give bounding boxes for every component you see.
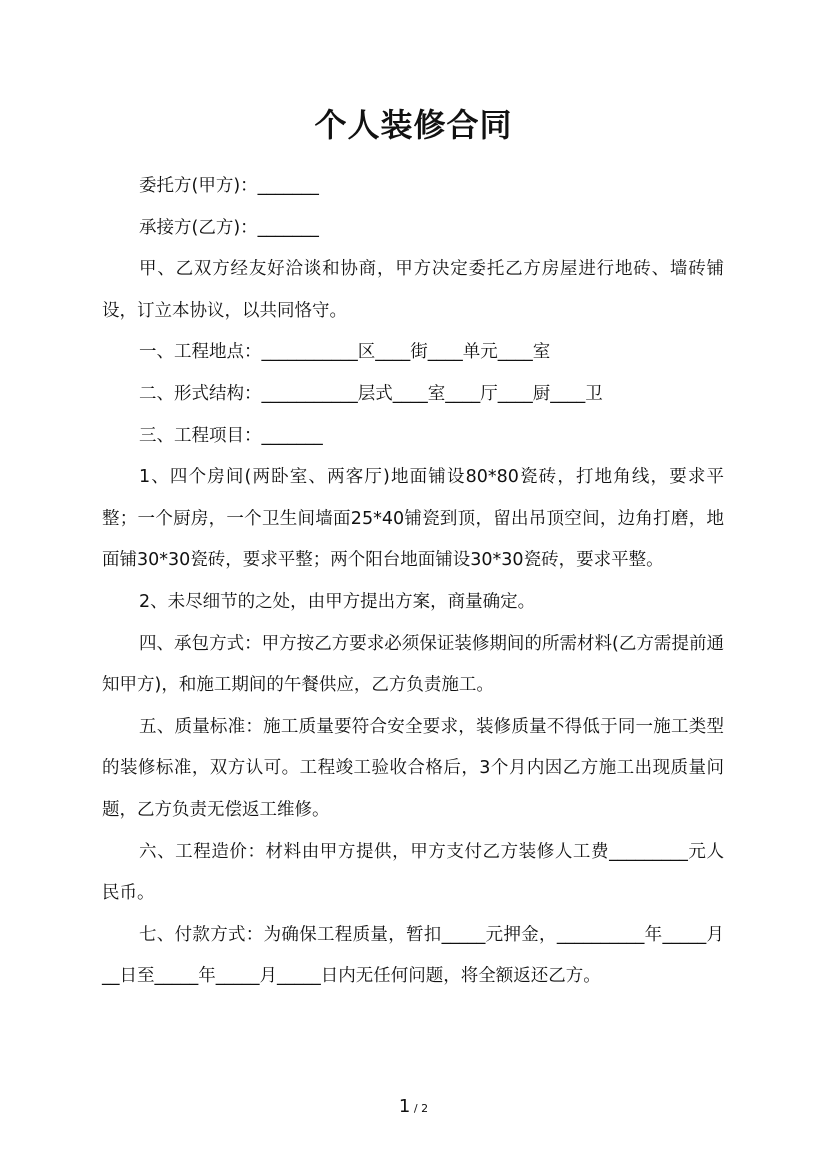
clause-payment: 七、付款方式：为确保工程质量，暂扣_____元押金，__________年_____月__日至_____年_____月_____日内无任何问题，将全额返还乙方。: [102, 924, 724, 987]
page-number: [0, 1094, 827, 1122]
party-a-line: 委托方(甲方)：_______: [139, 176, 319, 196]
party-b-line: 承接方(乙方)：_______: [139, 217, 319, 238]
clause-structure: 二、形式结构：___________层式____室____厅____厨____卫: [139, 383, 603, 404]
clause-quality-standard: 五、质量标准：施工质量要符合安全要求，装修质量不得低于同一施工类型的装修标准，双方认可。工程竣工验收合格后，3个月内因乙方施工出现质量问题，乙方负责无偿返工维修。: [102, 716, 724, 820]
clause-project: 三、工程项目：_______: [139, 425, 323, 446]
document-title: 个人装修合同: [314, 106, 513, 144]
project-item-1: 1、四个房间(两卧室、两客厅)地面铺设80*80瓷砖，打地角线，要求平整；一个厨房，一个卫生间墙面25*40铺瓷到顶，留出吊顶空间，边角打磨，地面铺30*30瓷砖，要求平整；两个阳台地面铺设30*30瓷砖，要求平整。: [102, 467, 724, 571]
clause-contract-method: 四、承包方式：甲方按乙方要求必须保证装修期间的所需材料(乙方需提前通知甲方)，和施工期间的午餐供应，乙方负责施工。: [102, 633, 724, 696]
clause-location: 一、工程地点：___________区____街____单元____室: [139, 342, 551, 363]
document-body: [102, 166, 724, 998]
project-item-2: 2、未尽细节的之处，由甲方提出方案，商量确定。: [139, 591, 536, 612]
clause-cost: 六、工程造价：材料由甲方提供，甲方支付乙方装修人工费_________元人民币。: [102, 841, 724, 904]
page-current: 1: [398, 1096, 411, 1117]
intro-paragraph: 甲、乙双方经友好洽谈和协商，甲方决定委托乙方房屋进行地砖、墙砖铺设，订立本协议，以共同恪守。: [102, 259, 724, 321]
page-total: / 2: [410, 1102, 429, 1115]
